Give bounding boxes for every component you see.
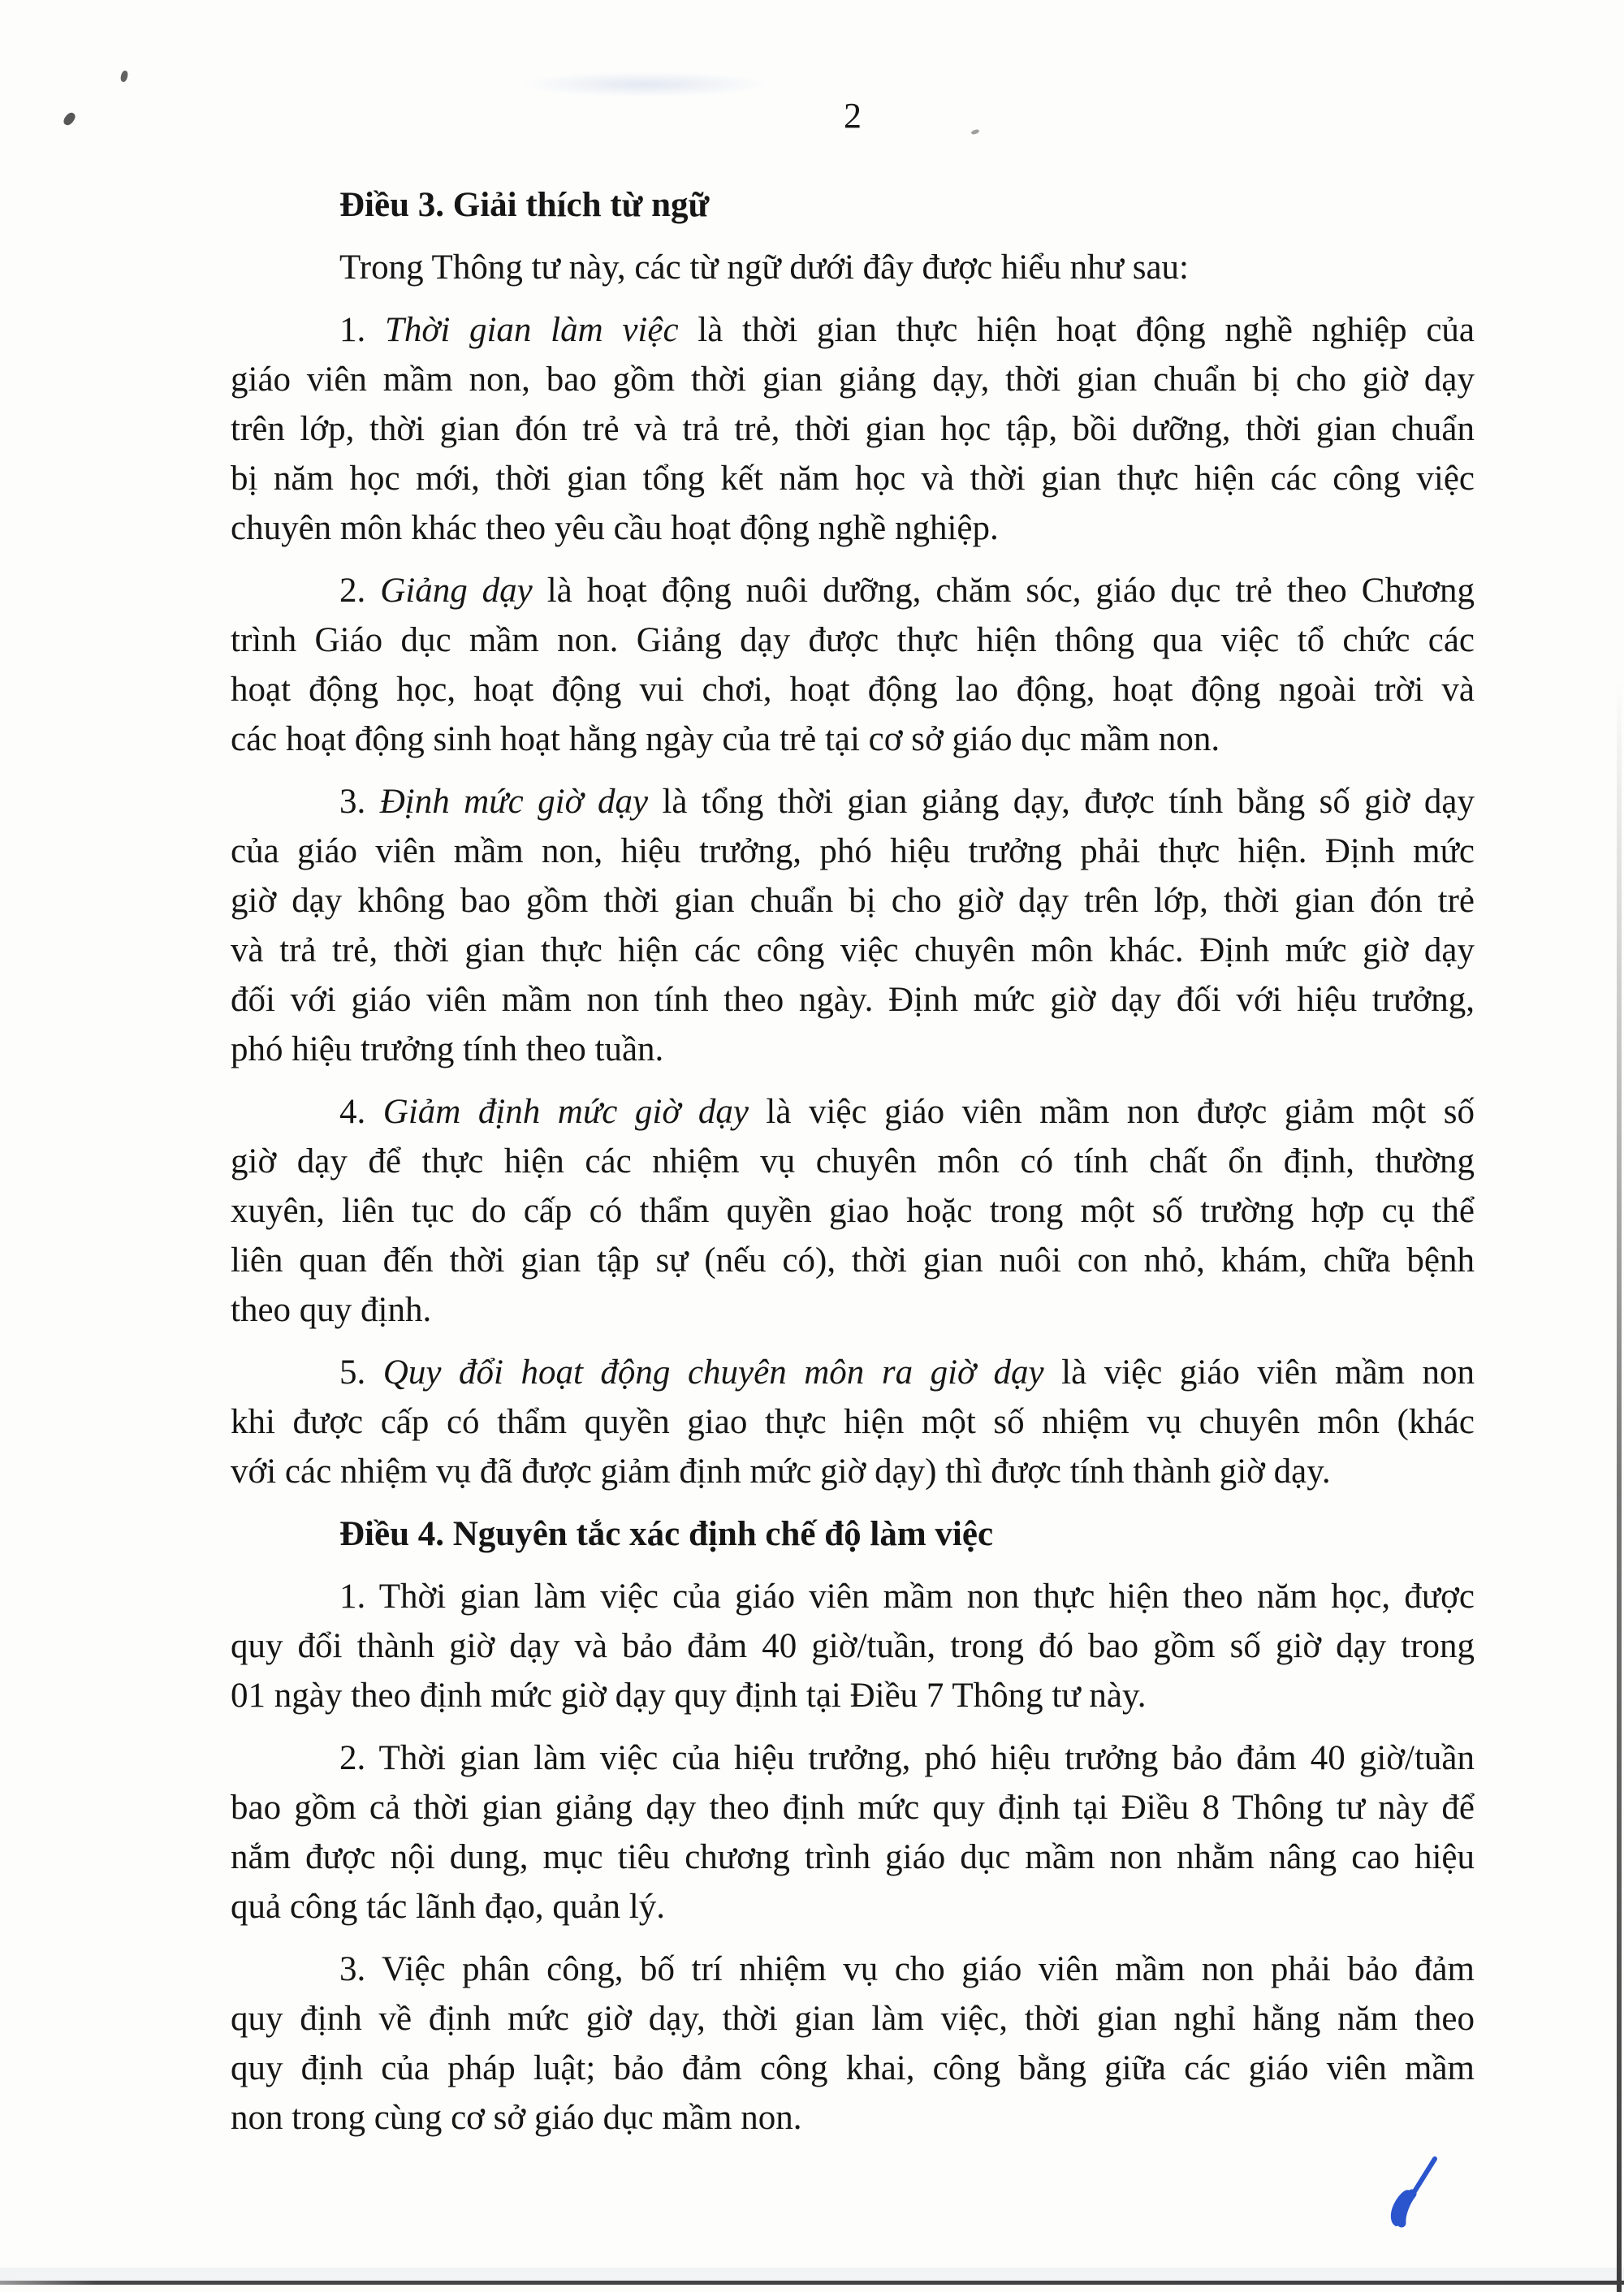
page-number: 2 [844, 96, 862, 136]
text-line [231, 1447, 1475, 1496]
text-segment: trình Giáo dục mầm non. Giảng dạy được thực hiện thông qua việc tổ chức các [231, 621, 1475, 659]
text-segment: với các nhiệm vụ đã được giảm định mức giờ dạy) thì được tính thành giờ dạy. [231, 1452, 1331, 1491]
text-segment: nắm được nội dung, mục tiêu chương trình giáo dục mầm non nhằm nâng cao hiệu [231, 1838, 1475, 1876]
scan-bottom-tint [0, 2268, 1624, 2281]
scan-edge-bottom [0, 2281, 1624, 2285]
text-column [231, 91, 1475, 2143]
text-segment: 4. [339, 1093, 383, 1131]
text-line [231, 243, 1475, 292]
article-heading [231, 180, 1475, 230]
text-segment: đối với giáo viên mầm non tính theo ngày. Định mức giờ dạy đối với hiệu trưởng, [231, 981, 1475, 1019]
text-segment: 1. [339, 311, 385, 349]
text-segment: theo quy định. [231, 1291, 432, 1329]
text-segment: 2. [339, 572, 381, 610]
text-segment: quy đổi thành giờ dạy và bảo đảm 40 giờ/tuần, trong đó bao gồm số giờ dạy trong [231, 1627, 1475, 1665]
text-line [231, 1397, 1475, 1447]
text-line [231, 1087, 1475, 1137]
text-segment: là hoạt động nuôi dưỡng, chăm sóc, giáo dục trẻ theo Chương [532, 572, 1475, 610]
text-segment: 3. [339, 783, 380, 821]
paragraph [231, 1945, 1475, 2143]
paragraph [231, 305, 1475, 553]
paragraph [231, 1087, 1475, 1335]
text-segment: là việc giáo viên mầm non được giảm một số [748, 1093, 1475, 1131]
defined-term: Giảm định mức giờ dạy [382, 1093, 749, 1131]
text-segment: non trong cùng cơ sở giáo dục mầm non. [231, 2099, 802, 2137]
scan-speck [119, 70, 128, 83]
document-body [231, 180, 1475, 2143]
text-line [231, 2044, 1475, 2093]
text-segment: các hoạt động sinh hoạt hằng ngày của trẻ tại cơ sở giáo dục mầm non. [231, 720, 1220, 758]
paragraph [231, 1572, 1475, 1720]
text-segment: quy định về định mức giờ dạy, thời gian làm việc, thời gian nghỉ hằng năm theo [231, 2000, 1475, 2038]
text-segment: phó hiệu trưởng tính theo tuần. [231, 1030, 664, 1068]
paragraph [231, 566, 1475, 764]
text-segment: là thời gian thực hiện hoạt động nghề nghiệp của [678, 311, 1475, 349]
text-line [231, 615, 1475, 665]
text-line [231, 1783, 1475, 1832]
text-line [231, 2093, 1475, 2143]
text-segment: là tổng thời gian giảng dạy, được tính bằng số giờ dạy [648, 783, 1475, 821]
text-segment: Trong Thông tư này, các từ ngữ dưới đây được hiểu như sau: [339, 248, 1189, 287]
paragraph [231, 243, 1475, 292]
text-line [231, 1285, 1475, 1335]
text-line [231, 1137, 1475, 1186]
paragraph [231, 1733, 1475, 1932]
text-line [231, 1348, 1475, 1397]
text-line [231, 1671, 1475, 1720]
text-segment: bị năm học mới, thời gian tổng kết năm học và thời gian thực hiện các công việc [231, 460, 1475, 498]
text-segment: giáo viên mầm non, bao gồm thời gian giảng dạy, thời gian chuẩn bị cho giờ dạy [231, 360, 1475, 399]
text-line [231, 1621, 1475, 1671]
text-line [231, 665, 1475, 714]
text-segment: 3. Việc phân công, bố trí nhiệm vụ cho giáo viên mầm non phải bảo đảm [339, 1950, 1475, 1988]
text-line [231, 975, 1475, 1025]
text-segment: giờ dạy để thực hiện các nhiệm vụ chuyên môn có tính chất ổn định, thường [231, 1142, 1475, 1181]
text-segment: khi được cấp có thẩm quyền giao thực hiện một số nhiệm vụ chuyên môn (khác [231, 1403, 1475, 1441]
defined-term: Giảng dạy [380, 572, 533, 610]
text-line [231, 827, 1475, 876]
text-line [231, 454, 1475, 503]
text-segment: và trả trẻ, thời gian thực hiện các công việc chuyên môn khác. Định mức giờ dạy [231, 931, 1475, 969]
text-line [231, 1882, 1475, 1932]
text-line [231, 1509, 1475, 1559]
text-line [231, 404, 1475, 454]
text-segment: của giáo viên mầm non, hiệu trưởng, phó hiệu trưởng phải thực hiện. Định mức [231, 832, 1475, 870]
text-line [231, 876, 1475, 926]
text-line [231, 926, 1475, 975]
article-heading [231, 1509, 1475, 1559]
text-line [231, 355, 1475, 404]
text-segment: 2. Thời gian làm việc của hiệu trưởng, phó hiệu trưởng bảo đảm 40 giờ/tuần [339, 1739, 1475, 1777]
text-segment: xuyên, liên tục do cấp có thẩm quyền giao hoặc trong một số trường hợp cụ thể [231, 1192, 1475, 1230]
scan-edge-right [1617, 682, 1622, 2292]
text-line [231, 1236, 1475, 1285]
text-segment: giờ dạy không bao gồm thời gian chuẩn bị cho giờ dạy trên lớp, thời gian đón trẻ [231, 882, 1475, 920]
text-segment: liên quan đến thời gian tập sự (nếu có), thời gian nuôi con nhỏ, khám, chữa bệnh [231, 1241, 1475, 1280]
text-segment: 01 ngày theo định mức giờ dạy quy định tại Điều 7 Thông tư này. [231, 1677, 1147, 1715]
text-line [231, 1025, 1475, 1074]
text-line [231, 566, 1475, 615]
defined-term: Quy đổi hoạt động chuyên môn ra giờ dạy [382, 1353, 1044, 1392]
text-line [231, 1832, 1475, 1882]
text-line [231, 1572, 1475, 1621]
paragraph [231, 777, 1475, 1074]
text-line [231, 503, 1475, 553]
text-segment: bao gồm cả thời gian giảng dạy theo định mức quy định tại Điều 8 Thông tư này để [231, 1789, 1475, 1827]
text-segment: chuyên môn khác theo yêu cầu hoạt động nghề nghiệp. [231, 509, 999, 547]
text-segment: trên lớp, thời gian đón trẻ và trả trẻ, thời gian học tập, bồi dưỡng, thời gian chuẩn [231, 410, 1475, 448]
scan-speck [62, 110, 77, 127]
text-line [231, 1945, 1475, 1994]
defined-term: Thời gian làm việc [384, 311, 679, 349]
text-line [231, 714, 1475, 764]
text-segment: quy định của pháp luật; bảo đảm công khai, công bằng giữa các giáo viên mầm [231, 2049, 1475, 2087]
text-segment: là việc giáo viên mầm non [1043, 1353, 1475, 1392]
text-segment: 1. Thời gian làm việc của giáo viên mầm non thực hiện theo năm học, được [339, 1578, 1475, 1616]
defined-term: Định mức giờ dạy [379, 783, 649, 821]
text-segment: quả công tác lãnh đạo, quản lý. [231, 1888, 665, 1926]
text-segment: 5. [339, 1353, 383, 1392]
text-line [231, 777, 1475, 827]
paragraph [231, 1348, 1475, 1496]
pen-check-mark [1383, 2152, 1446, 2233]
text-segment: Điều 4. Nguyên tắc xác định chế độ làm việc [339, 1515, 994, 1553]
text-line [231, 1994, 1475, 2044]
text-segment: hoạt động học, hoạt động vui chơi, hoạt động lao động, hoạt động ngoài trời và [231, 671, 1475, 709]
text-line [231, 1733, 1475, 1783]
text-line [231, 1186, 1475, 1236]
text-line [231, 180, 1475, 230]
text-line [231, 305, 1475, 355]
text-segment: Điều 3. Giải thích từ ngữ [339, 186, 710, 224]
